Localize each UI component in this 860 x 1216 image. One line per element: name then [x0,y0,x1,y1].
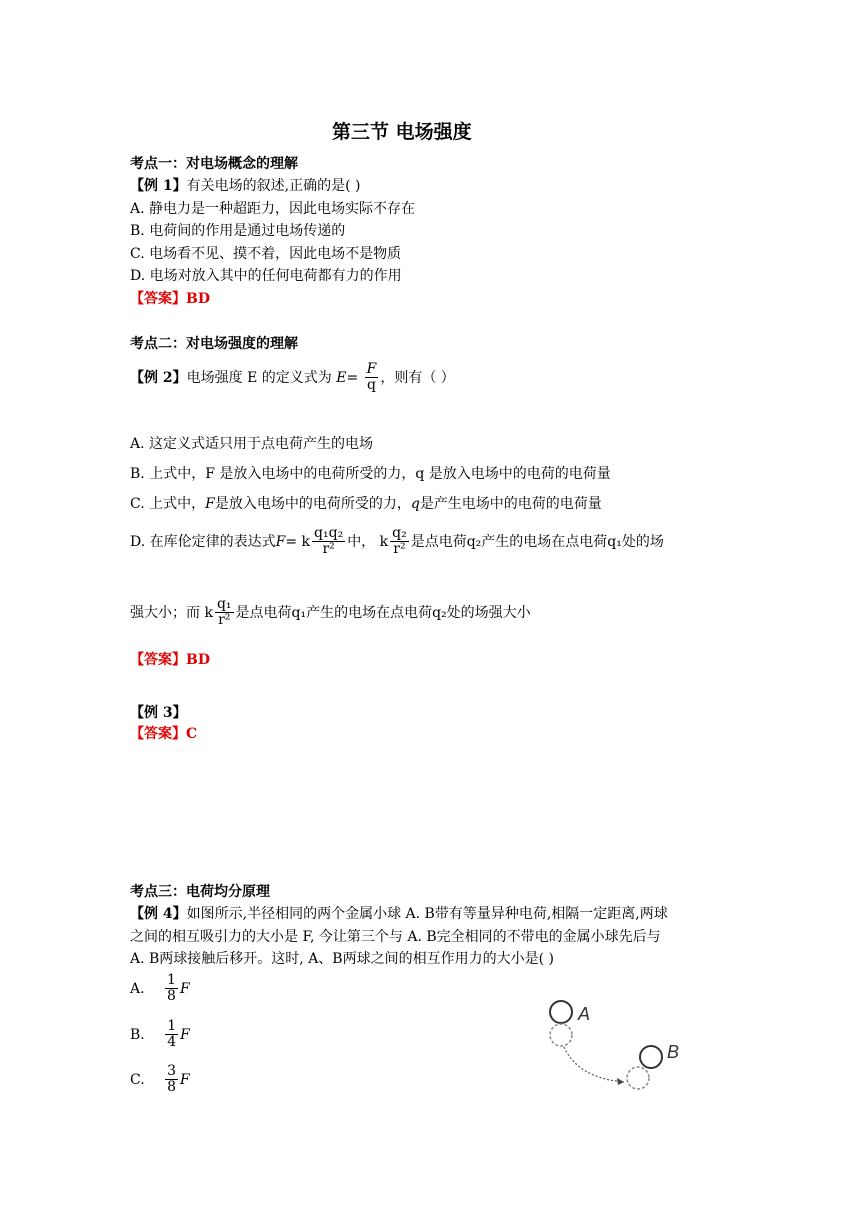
fraction-num: q₂ [392,525,407,541]
fraction-den: 8 [167,1079,177,1096]
option-b [130,1019,190,1051]
answer-value: BD [186,652,210,668]
var-f: F [180,1071,190,1088]
option-b: B. 电荷间的作用是通过电场传递的 [130,223,346,239]
coulomb-fraction [312,526,345,558]
var-f: F [180,1026,190,1043]
line2-mid: 是点电荷 [235,604,292,621]
label-a: A [578,1004,591,1024]
fraction-num: 3 [167,1063,177,1079]
option-label: C. [130,1071,145,1088]
option-d-prefix: D. 在库伦定律的表达式 [130,533,276,550]
example-tag: 【例 1】 [130,178,187,194]
sphere-b [640,1046,662,1068]
option-a: A. 静电力是一种超距力，因此电场实际不存在 [130,201,416,217]
formula-eq: = [346,369,359,386]
fraction-den: r² [393,541,406,558]
option-d-mid3: 产生的电场在点电荷 [481,533,608,550]
page-title: 第三节 电场强度 [332,121,472,143]
fraction-den: 4 [167,1034,177,1051]
answer-1 [130,288,210,308]
question-tail: ，则有（ ） [380,369,455,386]
var-f: F [179,980,190,997]
option-fraction [165,1019,178,1051]
option-c-mid: 是放入电场中的电荷所受的力， [214,496,411,512]
line2-end: 处的场强大小 [446,604,531,621]
answer-tag: 【答案】 [130,726,186,742]
example-4-line3: A. B两球接触后移开。这时, A、B两球之间的相互作用力的大小是( ) [130,951,554,967]
fraction-num: 1 [167,1018,177,1034]
var-q1: q₁ [607,533,622,550]
option-fraction [165,973,178,1005]
option-d-mid: 中， k [347,533,389,550]
answer-tag: 【答案】 [130,291,186,307]
sphere-third-end [627,1067,649,1089]
label-b: B [667,1042,680,1062]
question-text: 如图所示,半径相同的两个金属小球 A. B带有等量异种电荷,相隔一定距离,两球 [186,906,668,922]
formula-fraction [365,362,379,394]
sphere-a [550,1001,572,1023]
option-d-end: 处的场 [621,533,664,550]
field-fraction [390,526,409,558]
option-label: B. [130,1026,145,1043]
example-2-question [130,362,455,394]
example-tag: 【例 4】 [130,906,187,922]
section-heading-2: 考点二：对电场强度的理解 [130,336,298,352]
answer-2 [130,649,210,669]
example-3-tag: 【例 3】 [130,705,187,721]
option-d-mid2: 是点电荷 [410,533,467,550]
var-f: F [275,533,286,550]
fraction-num: F [366,361,377,377]
line2-mid2: 产生的电场在点电荷 [306,604,433,621]
fraction-den: r² [322,541,335,558]
option-fraction [165,1064,178,1096]
option-label: A. [130,980,145,997]
option-d [130,526,664,558]
spheres-figure [540,990,700,1100]
answer-value: C [186,726,198,742]
var-q: q [410,496,420,512]
option-a: A. 这定义式适只用于点电荷产生的电场 [130,436,374,452]
var-q2: q₂ [466,533,482,550]
example-1-question [130,175,360,195]
line2-prefix: 强大小；而 k [130,604,213,621]
section-heading-1: 考点一：对电场概念的理解 [130,156,298,172]
formula-e: E [336,369,347,386]
fraction-num: q₁q₂ [314,525,344,541]
option-d-continued [130,597,531,629]
question-text: 电场强度 E 的定义式为 [186,369,332,386]
option-c [130,1064,190,1096]
fraction-den: 8 [167,988,176,1005]
sphere-third-start [550,1024,572,1046]
option-a [130,973,190,1005]
option-c [130,493,602,513]
var-f: F [205,496,215,512]
fraction-den: q [367,377,376,394]
example-tag: 【例 2】 [130,369,187,386]
example-4-line2: 之间的相互吸引力的大小是 F, 今让第三个与 A. B完全相同的不带电的金属小球先后与 [130,929,661,945]
example-4-line1 [130,903,668,923]
var-q1: q₁ [291,604,307,621]
answer-tag: 【答案】 [130,652,186,668]
answer-value: BD [186,291,210,307]
var-q2: q₂ [432,604,447,621]
field-fraction [215,597,234,629]
option-d: D. 电场对放入其中的任何电荷都有力的作用 [130,268,402,284]
fraction-den: r² [218,612,231,629]
fraction-num: 1 [167,972,176,988]
fraction-num: q₁ [216,596,232,612]
question-text: 有关电场的叙述,正确的是( ) [186,178,361,194]
option-b: B. 上式中，F 是放入电场中的电荷所受的力，q 是放入电场中的电荷的电荷量 [130,466,611,482]
motion-path [564,1047,624,1082]
option-c: C. 电场看不见、摸不着，因此电场不是物质 [130,246,402,262]
option-c-prefix: C. 上式中， [130,496,206,512]
formula-eq: = k [285,533,311,550]
answer-3 [130,723,197,743]
arrow-head-icon [617,1078,624,1085]
section-heading-3: 考点三：电荷均分原理 [130,884,270,900]
option-c-suffix: 是产生电场中的电荷的电荷量 [419,496,602,512]
